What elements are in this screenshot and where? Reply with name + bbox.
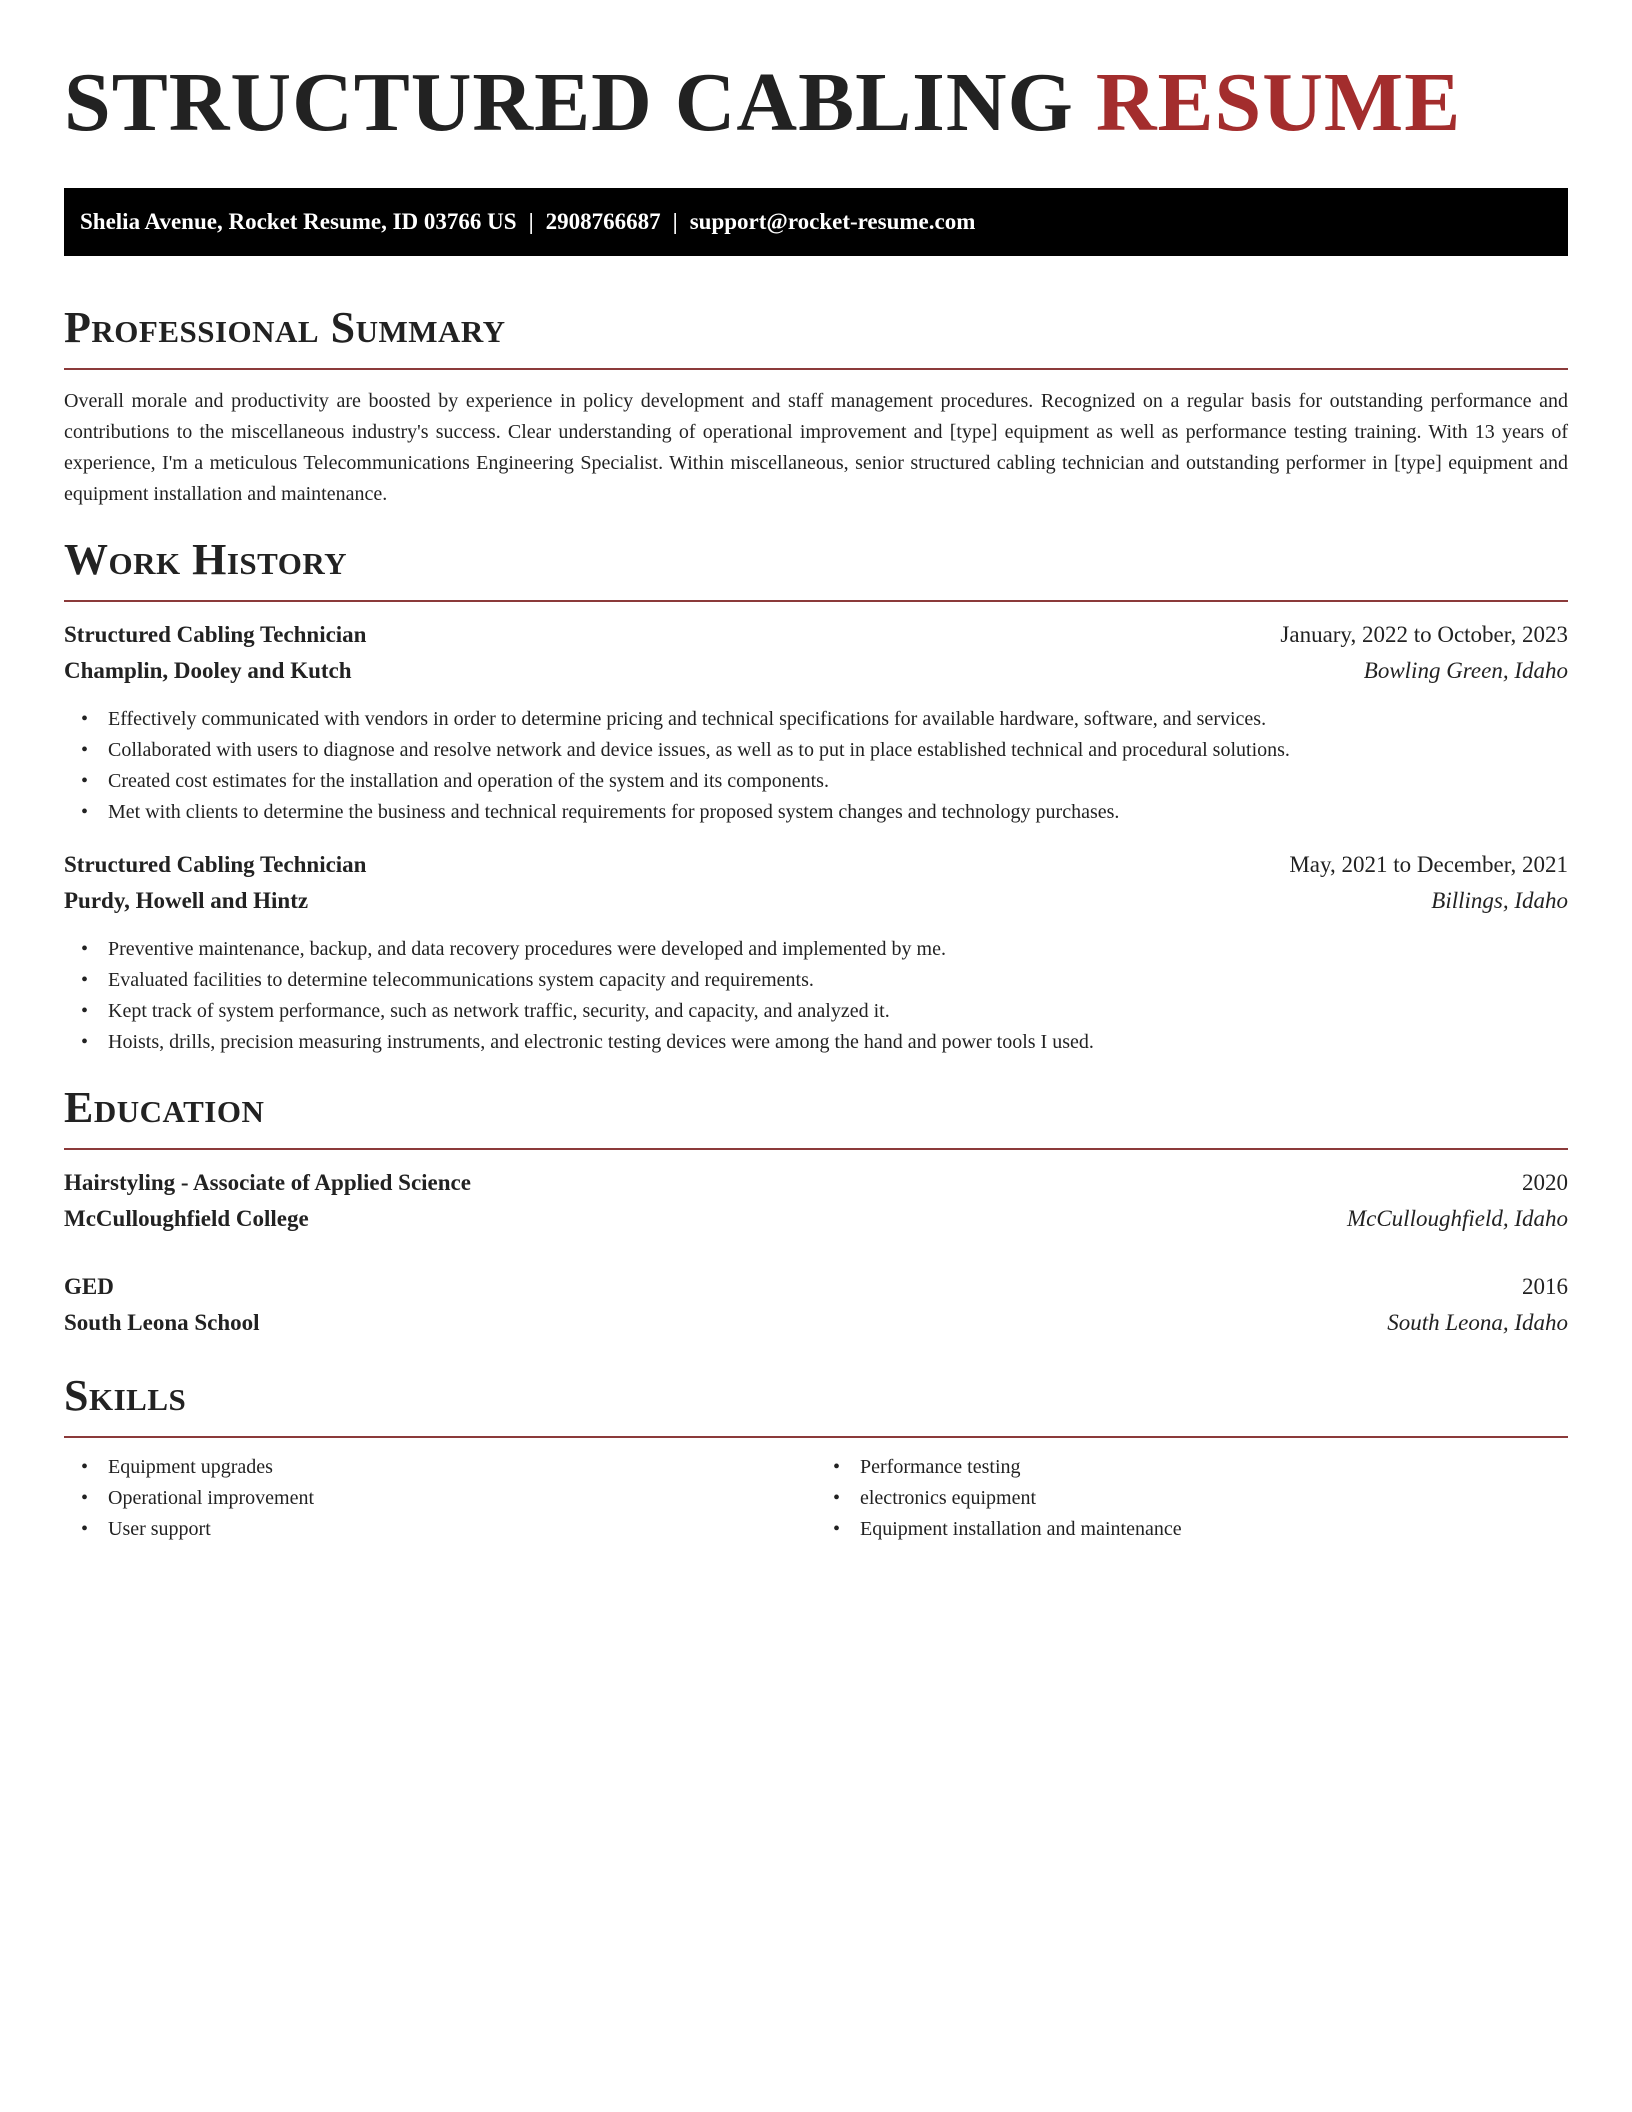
education-header bbox=[64, 1274, 1568, 1310]
education-heading: Education bbox=[64, 1083, 265, 1132]
resume-title bbox=[64, 0, 1568, 176]
job-location: Bowling Green, Idaho bbox=[1363, 658, 1568, 683]
job-title: Structured Cabling Technician bbox=[64, 622, 367, 647]
summary-text: Overall morale and productivity are boosted by experience in policy development and staff management procedures. Recognized on a regular basis for outstanding performance and contributions to the miscellaneous industry's success. Clear understanding of operational improvement and [type] equipment as well as performance testing training. With 13 years of experience, I'm a meticulous Telecommunications Engineering Specialist. Within miscellaneous, senior structured cabling technician and outstanding performer in [type] equipment and equipment installation and maintenance. bbox=[64, 390, 1568, 505]
work-history-divider bbox=[64, 600, 1568, 602]
job-bullet: • Effectively communicated with vendors in order to determine pricing and technical specifications for available hardware, software, and services. bbox=[108, 704, 1568, 735]
skill-item: • Equipment upgrades bbox=[108, 1452, 816, 1483]
job-bullet: • Evaluated facilities to determine telecommunications system capacity and requirements. bbox=[108, 965, 1568, 996]
education-school: McCulloughfield College bbox=[64, 1206, 309, 1231]
job-bullet: • Collaborated with users to diagnose and resolve network and device issues, as well as to put in place established technical and procedural solutions. bbox=[108, 735, 1568, 766]
job-bullet: • Kept track of system performance, such as network traffic, security, and capacity, and analyzed it. bbox=[108, 996, 1568, 1027]
job-subheader bbox=[64, 888, 1568, 924]
skill-item: • Equipment installation and maintenance bbox=[860, 1514, 1568, 1545]
work-history-heading: Work History bbox=[64, 535, 348, 584]
education-year: 2016 bbox=[1522, 1274, 1568, 1299]
education-entry bbox=[64, 1170, 1568, 1242]
education-school: South Leona School bbox=[64, 1310, 260, 1335]
education-subheader bbox=[64, 1310, 1568, 1346]
skill-item: • Performance testing bbox=[860, 1452, 1568, 1483]
education-degree: Hairstyling - Associate of Applied Science bbox=[64, 1170, 471, 1195]
job-dates: January, 2022 to October, 2023 bbox=[1280, 622, 1568, 647]
skills-list-left bbox=[64, 1452, 816, 1545]
contact-phone: 2908766687 bbox=[545, 209, 661, 234]
job-entry bbox=[64, 852, 1568, 1058]
job-entry bbox=[64, 622, 1568, 828]
job-location: Billings, Idaho bbox=[1431, 888, 1568, 913]
job-subheader bbox=[64, 658, 1568, 694]
summary-divider bbox=[64, 368, 1568, 370]
summary-heading: Professional Summary bbox=[64, 303, 506, 352]
skill-item: • Operational improvement bbox=[108, 1483, 816, 1514]
contact-email: support@rocket-resume.com bbox=[689, 209, 976, 234]
education-year: 2020 bbox=[1522, 1170, 1568, 1195]
job-title: Structured Cabling Technician bbox=[64, 852, 367, 877]
education-subheader bbox=[64, 1206, 1568, 1242]
contact-separator: | bbox=[528, 209, 534, 234]
skill-item: • electronics equipment bbox=[860, 1483, 1568, 1514]
skills-heading: Skills bbox=[64, 1371, 187, 1420]
education-degree: GED bbox=[64, 1274, 114, 1299]
job-bullet: • Preventive maintenance, backup, and data recovery procedures were developed and implemented by me. bbox=[108, 934, 1568, 965]
skills-list-right bbox=[816, 1452, 1568, 1545]
job-bullet: • Met with clients to determine the business and technical requirements for proposed system changes and technology purchases. bbox=[108, 797, 1568, 828]
title-accent: RESUME bbox=[1095, 56, 1462, 149]
job-company: Champlin, Dooley and Kutch bbox=[64, 658, 352, 683]
job-bullet: • Created cost estimates for the installation and operation of the system and its components. bbox=[108, 766, 1568, 797]
education-entry bbox=[64, 1274, 1568, 1346]
job-header bbox=[64, 852, 1568, 888]
job-bullet-list bbox=[64, 704, 1568, 828]
job-header bbox=[64, 622, 1568, 658]
education-divider bbox=[64, 1148, 1568, 1150]
education-header bbox=[64, 1170, 1568, 1206]
skill-item: • User support bbox=[108, 1514, 816, 1545]
contact-address: Shelia Avenue, Rocket Resume, ID 03766 US bbox=[80, 209, 517, 234]
job-company: Purdy, Howell and Hintz bbox=[64, 888, 309, 913]
job-dates: May, 2021 to December, 2021 bbox=[1289, 852, 1568, 877]
contact-bar bbox=[64, 188, 1568, 256]
education-location: South Leona, Idaho bbox=[1387, 1310, 1568, 1335]
job-bullet: • Hoists, drills, precision measuring instruments, and electronic testing devices were among the hand and power tools I used. bbox=[108, 1027, 1568, 1058]
job-bullet-list bbox=[64, 934, 1568, 1058]
title-main: STRUCTURED CABLING bbox=[64, 56, 1074, 149]
skills-columns bbox=[64, 1452, 1568, 1545]
skills-divider bbox=[64, 1436, 1568, 1438]
education-location: McCulloughfield, Idaho bbox=[1346, 1206, 1568, 1231]
contact-separator: | bbox=[672, 209, 678, 234]
